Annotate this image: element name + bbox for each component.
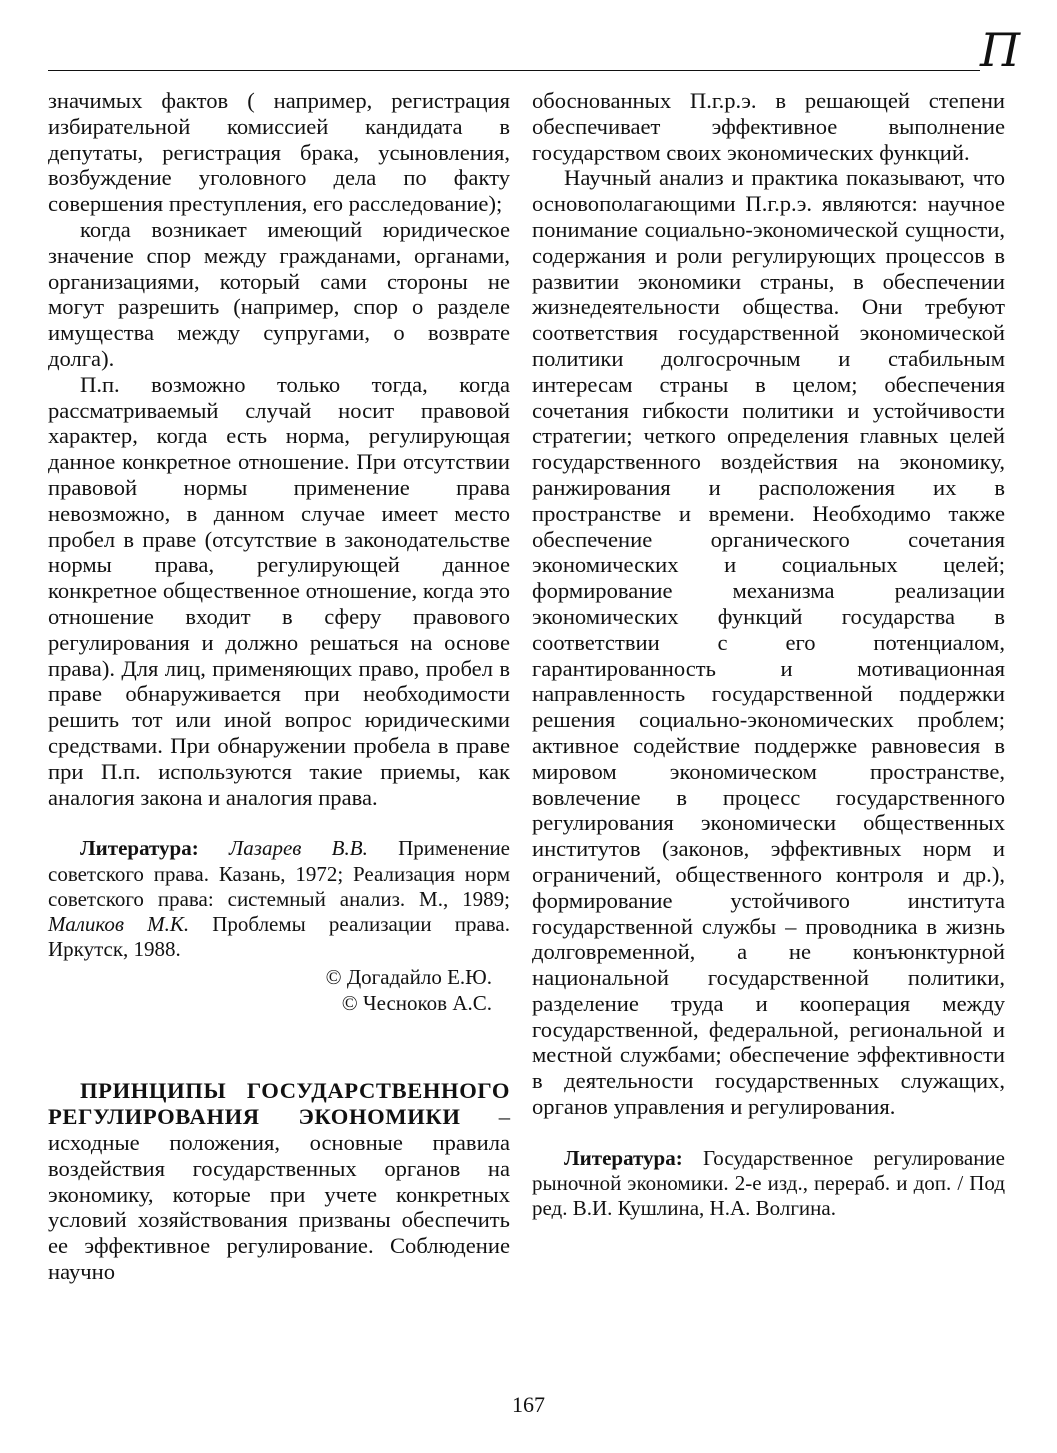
literature-block: [532, 1146, 1005, 1222]
section-letter: П: [980, 23, 1021, 77]
paragraph-dispute: когда возникает имеющий юридическое значение спор между гражданами, органами, организациями, который сами стороны не могут разрешить (например, спор о разделе имущества между супругами, о возврате долга).: [48, 216, 510, 371]
right-column: [532, 88, 1005, 1221]
page-number: 167: [512, 1392, 545, 1417]
literature-label: Литература:: [80, 836, 199, 861]
entry-text: – исходные положения, основные правила воздействия государственных органов на экономику, которые при учете конкретных условий хозяйствования призваны обеспечить ее эффективное регулирование. Соблюдение научно: [48, 1104, 510, 1284]
left-column: [48, 88, 510, 1285]
paragraph-principles: Научный анализ и практика показывают, что основополагающими П.г.р.э. являются: научное понимание социально-экономической сущности, содержания и роли регулирующих процессов в развитии экономики страны, в обеспечении жизнедеятельности общества. Они требуют соответствия государственной экономической политики долгосрочным и стабильным интересам страны в целом; обеспечения сочетания гибкости политики и устойчивости стратегии; четкого определения главных целей государственного воздействия на экономику, ранжирования и расположения их в пространстве и времени. Необходимо также обеспечение органического сочетания экономических и социальных целей; формирование механизма реализации экономических функций государства в соответствии с его потенциалом, гарантированность и мотивационная направленность государственной поддержки решения социально-экономических проблем; активное содействие поддержке равновесия в мировом экономическом пространстве, вовлечение в процесс государственного регулирования экономически общественных институтов (законов, эффективных норм и ограничений, общественного контроля и др.), формирование устойчивого института государственной службы – проводника в жизнь долговременной, а не конъюнктурной национальной государственной политики, разделение труда и кооперация между государственной, федеральной, региональной и местной службами; обеспечение эффективности в деятельности государственных служащих, органов управления и регулирования.: [532, 165, 1005, 1120]
entry-title: ПРИНЦИПЫ ГОСУДАРСТВЕННОГО РЕГУЛИРОВАНИЯ ЭКОНОМИКИ: [48, 1078, 510, 1130]
paragraph-continuation: значимых фактов ( например, регистрация избирательной комиссией кандидата в депутаты, регистрация брака, усыновления, возбуждение уголовного дела по факту совершения преступления, его расследование);: [48, 88, 510, 217]
literature-label: Литература:: [564, 1145, 683, 1170]
dictionary-entry: [48, 1078, 510, 1284]
copyright-author: © Догадайло Е.Ю.: [325, 965, 492, 990]
paragraph-gap-in-law: П.п. возможно только тогда, когда рассматриваемый случай носит правовой характер, когда есть норма, регулирующая данное конкретное отношение. При отсутствии правовой нормы применение права невозможно, в данном случае имеет место пробел в праве (отсутствие в законодательстве нормы права, регулирующей данное конкретное общественное отношение, когда это отношение входит в сферу правового регулирования и должно решаться на основе права). Для лиц, применяющих право, пробел в праве обнаруживается при необходимости решить тот или иной вопрос юридическими средствами. При обнаружении пробела в праве при П.п. используются такие приемы, как аналогия закона и аналогия права.: [48, 371, 510, 810]
header-rule: [48, 70, 980, 71]
literature-text: Государственное регулирование рыночной экономики. 2-е изд., перераб. и доп. / Под ред. В.И. Кушлина, Н.А. Волгина.: [532, 1145, 1005, 1221]
literature-author: Лазарев В.В.: [229, 836, 368, 861]
copyright-author: © Чесноков А.С.: [341, 991, 492, 1016]
literature-text: Применение советского права. Казань, 1972; Реализация норм советского права: системный анализ. М., 1989;: [48, 836, 511, 911]
copyright-block: [48, 964, 510, 1016]
literature-block: [48, 836, 510, 962]
literature-author: Маликов М.К.: [48, 911, 190, 936]
literature-text: Проблемы реализации права. Иркутск, 1988.: [48, 911, 510, 962]
paragraph-continuation: обоснованных П.г.р.э. в решающей степени обеспечивает эффективное выполнение государством своих экономических функций.: [532, 88, 1005, 165]
